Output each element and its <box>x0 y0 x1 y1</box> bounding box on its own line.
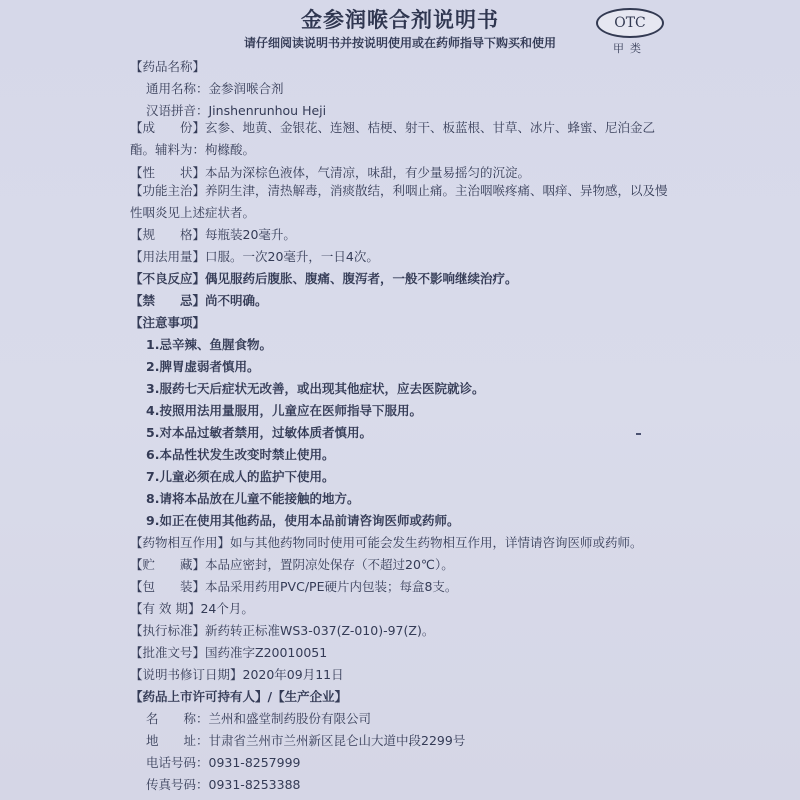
company-address: 地 址：甘肃省兰州市兰州新区昆仑山大道中段2299号 <box>146 733 466 748</box>
dosage: 【用法用量】口服。一次20毫升，一日4次。 <box>130 249 379 264</box>
generic-name: 通用名称：金参润喉合剂 <box>146 81 284 96</box>
adverse-reactions: 【不良反应】偶见服药后腹胀、腹痛、腹泻者，一般不影响继续治疗。 <box>130 271 518 286</box>
document-title: 金参润喉合剂说明书 <box>301 8 499 32</box>
otc-badge: OTC <box>596 8 664 38</box>
drug-name-heading: 【药品名称】 <box>130 59 206 74</box>
otc-class-label: 甲类 <box>613 42 647 55</box>
drug-interactions: 【药物相互作用】如与其他药物同时使用可能会发生药物相互作用，详情请咨询医师或药师。 <box>130 535 643 550</box>
revision-date: 【说明书修订日期】2020年09月11日 <box>130 667 344 682</box>
validity: 【有 效 期】24个月。 <box>130 601 254 616</box>
precaution-item: 4.按照用法用量服用，儿童应在医师指导下服用。 <box>146 403 422 418</box>
precaution-item: 7.儿童必须在成人的监护下使用。 <box>146 469 335 484</box>
ingredients: 【成 份】玄参、地黄、金银花、连翘、桔梗、射干、板蓝根、甘草、冰片、蜂蜜、尼泊金乙酯。辅料为：枸橼酸。 <box>130 120 656 157</box>
company-fax: 传真号码：0931-8253388 <box>146 777 301 792</box>
package: 【包 装】本品采用药用PVC/PE硬片内包装；每盒8支。 <box>130 579 458 594</box>
approval-number: 【批准文号】国药准字Z20010051 <box>130 645 328 660</box>
document-subtitle: 请仔细阅读说明书并按说明使用或在药师指导下购买和使用 <box>243 36 556 50</box>
ink-mark <box>636 433 641 435</box>
precaution-item: 9.如正在使用其他药品，使用本品前请咨询医师或药师。 <box>146 513 460 528</box>
executive-standard: 【执行标准】新药转正标准WS3-037(Z-010)-97(Z)。 <box>130 623 435 638</box>
precaution-item: 8.请将本品放在儿童不能接触的地方。 <box>146 491 360 506</box>
holder-heading: 【药品上市许可持有人】/【生产企业】 <box>130 689 348 704</box>
specification: 【规 格】每瓶装20毫升。 <box>130 227 296 242</box>
precaution-item: 1.忌辛辣、鱼腥食物。 <box>146 337 272 352</box>
indications: 【功能主治】养阴生津，清热解毒，消痰散结，利咽止痛。主治咽喉疼痛、咽痒、异物感，以及慢性咽炎见上述症状者。 <box>130 183 668 220</box>
precaution-item: 6.本品性状发生改变时禁止使用。 <box>146 447 335 462</box>
company-name: 名 称：兰州和盛堂制药股份有限公司 <box>146 711 372 726</box>
storage: 【贮 藏】本品应密封，置阴凉处保存（不超过20℃）。 <box>130 557 454 572</box>
character: 【性 状】本品为深棕色液体，气清凉，味甜，有少量易摇匀的沉淀。 <box>130 165 531 180</box>
precaution-item: 3.服药七天后症状无改善，或出现其他症状，应去医院就诊。 <box>146 381 485 396</box>
contraindications: 【禁 忌】尚不明确。 <box>130 293 268 308</box>
precautions-heading: 【注意事项】 <box>130 315 206 330</box>
precaution-item: 5.对本品过敏者禁用，过敏体质者慎用。 <box>146 425 372 440</box>
pinyin-name: 汉语拼音：Jinshenrunhou Heji <box>146 103 327 118</box>
company-phone: 电话号码：0931-8257999 <box>146 755 301 770</box>
precaution-item: 2.脾胃虚弱者慎用。 <box>146 359 260 374</box>
